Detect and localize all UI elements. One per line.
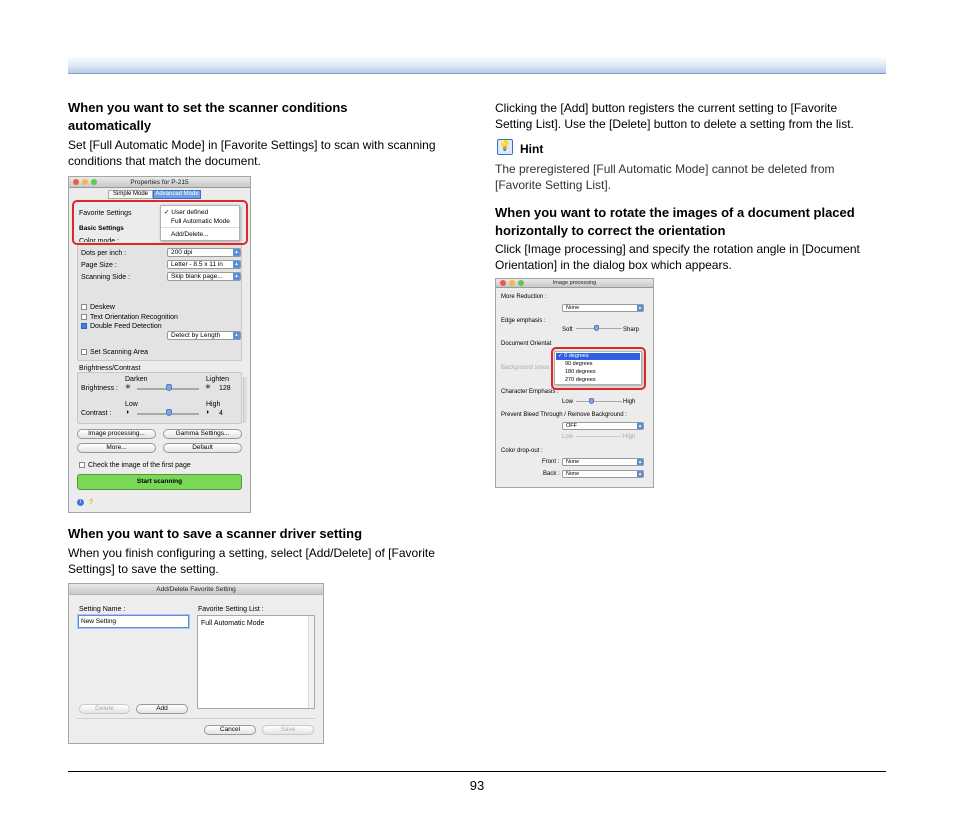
zoom-icon[interactable]: [91, 179, 97, 185]
contrast-low-icon: ◑: [125, 409, 130, 416]
minimize-icon[interactable]: [509, 280, 515, 286]
stepper-icon: ▴: [233, 249, 240, 256]
first-page-label: Check the image of the first page: [88, 462, 191, 469]
menu-item-full-auto[interactable]: Full Automatic Mode: [171, 218, 230, 225]
more-reduction-label: More Reduction :: [501, 294, 547, 300]
more-button[interactable]: More...: [77, 443, 156, 453]
start-scanning-button[interactable]: Start scanning: [77, 474, 242, 490]
bleed-slider: [576, 436, 622, 437]
menu-item-user-defined[interactable]: ✓ User defined: [164, 209, 209, 216]
stepper-icon: ▴: [233, 261, 240, 268]
properties-window: [68, 176, 251, 513]
doc-orientation-label: Document Orientat: [501, 341, 552, 347]
window-title: Image processing: [552, 280, 597, 286]
favorite-setting-list[interactable]: [197, 615, 315, 709]
front-select[interactable]: None ▴: [562, 458, 644, 466]
stepper-icon: ▴: [638, 305, 642, 311]
bleed-high-label: High: [623, 434, 636, 440]
favorite-settings-label: Favorite Settings: [79, 210, 132, 217]
high-label: High: [206, 401, 221, 408]
section-heading-rotate: When you want to rotate the images of a document placed horizontally to correct the orientation: [495, 205, 855, 238]
dpi-label: Dots per inch :: [81, 250, 127, 257]
add-button[interactable]: Add: [136, 704, 188, 714]
sharp-label: Sharp: [623, 327, 640, 333]
stepper-icon: ▴: [233, 332, 240, 339]
basic-settings-label: Basic Settings: [79, 225, 124, 232]
stepper-icon: ▴: [638, 459, 642, 465]
menu-item-add-delete[interactable]: Add/Delete...: [171, 231, 209, 238]
orientation-option-90[interactable]: 90 degrees: [565, 361, 593, 367]
orientation-option-180[interactable]: 180 degrees: [565, 369, 596, 375]
hint-label: Hint: [520, 142, 544, 156]
brightness-value: 128: [219, 385, 231, 392]
brightness-label: Brightness :: [81, 385, 118, 392]
contrast-knob[interactable]: [166, 409, 172, 416]
header-band: [68, 56, 886, 74]
soft-label: Soft: [562, 327, 573, 333]
info-icon[interactable]: i: [77, 499, 84, 506]
deskew-label: Deskew: [90, 304, 115, 311]
edge-slider[interactable]: [576, 328, 622, 329]
list-item[interactable]: Full Automatic Mode: [201, 620, 265, 627]
image-processing-button[interactable]: Image processing...: [77, 429, 156, 439]
gamma-settings-button[interactable]: Gamma Settings...: [163, 429, 242, 439]
scrollbar[interactable]: [243, 377, 247, 423]
edge-emphasis-label: Edge emphasis :: [501, 318, 546, 324]
dialog-title: Add/Delete Favorite Setting: [156, 586, 236, 593]
orientation-option-0[interactable]: ✓ 0 degrees: [556, 353, 640, 360]
section-heading-save: When you want to save a scanner driver setting: [68, 526, 363, 541]
char-low-label: Low: [562, 399, 574, 405]
first-page-checkbox[interactable]: [79, 462, 85, 468]
page-number: 93: [469, 778, 485, 793]
close-icon[interactable]: [73, 179, 79, 185]
bleed-low-label: Low: [562, 434, 574, 440]
contrast-value: 4: [219, 410, 223, 417]
setting-name-label: Setting Name :: [79, 606, 126, 613]
hint-text: The preregistered [Full Automatic Mode] cannot be deleted from [Favorite Setting List].: [495, 162, 835, 192]
character-slider[interactable]: [576, 401, 622, 402]
orientation-option-270[interactable]: 270 degrees: [565, 377, 596, 383]
add-delete-favorite-dialog: [68, 583, 324, 744]
default-button[interactable]: Default: [163, 443, 242, 453]
tab-advanced-mode[interactable]: Advanced Mode: [153, 190, 201, 199]
stepper-icon: ▴: [233, 273, 240, 280]
save-button[interactable]: Save: [262, 725, 314, 735]
image-processing-window: [495, 278, 654, 488]
section-body-rotate: Click [Image processing] and specify the rotation angle in [Document Orientation] in the dialog box which appears.: [495, 242, 860, 272]
text-orientation-checkbox[interactable]: [81, 314, 87, 320]
text-orientation-label: Text Orientation Recognition: [90, 314, 178, 321]
darken-icon: ✳: [125, 384, 131, 391]
intro-text: Clicking the [Add] button registers the current setting to [Favorite Setting List]. Use the [Delete] button to delete a setting from the list.: [495, 101, 854, 131]
scanning-side-label: Scanning Side :: [81, 274, 131, 281]
double-feed-label: Double Feed Detection: [90, 323, 162, 330]
list-scrollbar[interactable]: [308, 616, 314, 708]
low-label: Low: [125, 401, 138, 408]
page-size-select[interactable]: Letter - 8.5 x 11 in ▴: [167, 260, 241, 269]
contrast-label: Contrast :: [81, 410, 112, 417]
scanning-side-select[interactable]: Skip blank page... ▴: [167, 272, 241, 281]
cancel-button[interactable]: Cancel: [204, 725, 256, 735]
lighten-label: Lighten: [206, 376, 229, 383]
highlight-ring: [72, 200, 248, 245]
section-body-save: When you finish configuring a setting, select [Add/Delete] of [Favorite Settings] to save the setting.: [68, 546, 435, 576]
back-select[interactable]: None ▴: [562, 470, 644, 478]
set-area-checkbox[interactable]: [81, 349, 87, 355]
front-label: Front :: [542, 459, 560, 465]
darken-label: Darken: [125, 376, 148, 383]
color-dropout-label: Color drop-out :: [501, 448, 543, 454]
dpi-select[interactable]: 200 dpi ▴: [167, 248, 241, 257]
double-feed-select[interactable]: Detect by Length ▴: [167, 331, 241, 340]
help-icon[interactable]: ?: [89, 499, 94, 506]
footer-rule: [68, 771, 886, 772]
window-titlebar: [69, 177, 250, 188]
char-high-label: High: [623, 399, 636, 405]
page-size-label: Page Size :: [81, 262, 117, 269]
double-feed-checkbox[interactable]: [81, 323, 87, 329]
brightness-contrast-label: Brightness/Contrast: [79, 365, 141, 372]
lightbulb-icon: 💡: [497, 139, 513, 155]
minimize-icon[interactable]: [82, 179, 88, 185]
highlight-ring: [551, 347, 646, 390]
setting-name-input[interactable]: New Setting: [78, 615, 189, 628]
section-heading-auto: When you want to set the scanner conditions automatically: [68, 100, 348, 133]
tab-simple-mode[interactable]: Simple Mode: [108, 190, 153, 199]
window-title: Properties for P-215: [130, 179, 189, 186]
dialog-divider: [77, 718, 315, 719]
stepper-icon: ▴: [638, 471, 642, 477]
background-smoothing-label: Background smoo: [501, 365, 550, 371]
more-reduction-select[interactable]: None ▴: [562, 304, 644, 312]
bleed-through-label: Prevent Bleed Through / Remove Background :: [501, 412, 627, 418]
back-label: Back :: [543, 471, 560, 477]
brightness-knob[interactable]: [166, 384, 172, 391]
stepper-icon: ▴: [638, 423, 642, 429]
favorite-list-label: Favorite Setting List :: [198, 606, 264, 613]
color-mode-label: Color mode :: [79, 238, 120, 242]
zoom-icon[interactable]: [518, 280, 524, 286]
close-icon[interactable]: [500, 280, 506, 286]
delete-button[interactable]: Delete: [79, 704, 130, 714]
lighten-icon: ✳: [205, 384, 211, 391]
deskew-checkbox[interactable]: [81, 304, 87, 310]
edge-knob[interactable]: [594, 325, 599, 331]
contrast-high-icon: ◑: [205, 409, 210, 416]
section-body-auto: Set [Full Automatic Mode] in [Favorite Settings] to scan with scanning conditions that match the document.: [68, 138, 436, 168]
set-area-label: Set Scanning Area: [90, 349, 148, 356]
bleed-through-select[interactable]: OFF ▴: [562, 422, 644, 430]
window-titlebar: [496, 279, 653, 288]
dialog-titlebar: [69, 584, 323, 595]
character-knob[interactable]: [589, 398, 594, 404]
character-emphasis-label: Character Emphasis :: [501, 389, 559, 395]
